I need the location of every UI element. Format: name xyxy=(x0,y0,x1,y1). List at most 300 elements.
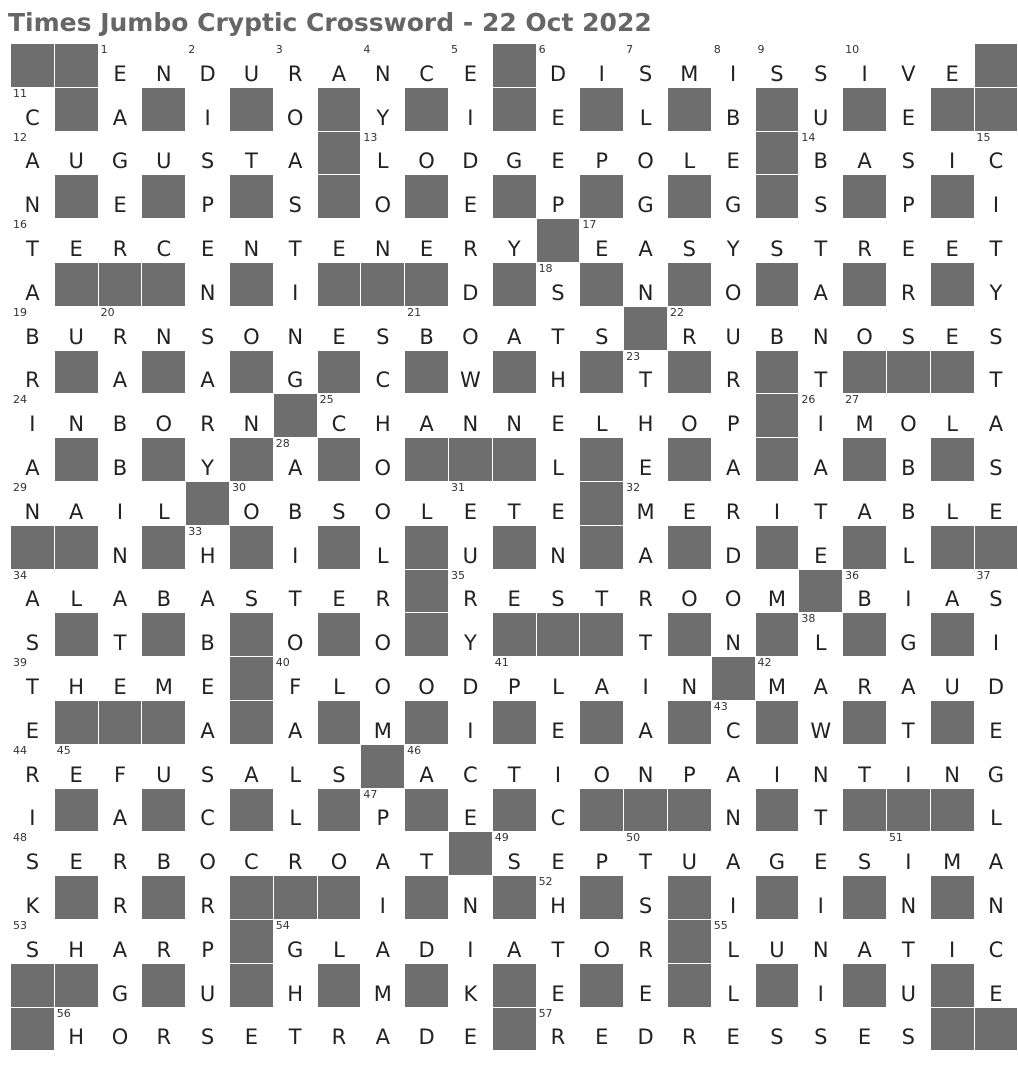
grid-cell[interactable] xyxy=(448,525,492,569)
grid-cell[interactable] xyxy=(886,438,930,482)
grid-cell[interactable] xyxy=(755,569,799,613)
grid-cell[interactable] xyxy=(361,306,405,350)
grid-cell[interactable] xyxy=(317,1007,361,1051)
grid-cell[interactable] xyxy=(886,700,930,744)
grid-cell[interactable] xyxy=(11,788,55,832)
grid-cell[interactable] xyxy=(186,44,230,88)
grid-cell[interactable] xyxy=(536,788,580,832)
grid-cell[interactable] xyxy=(755,306,799,350)
grid-cell[interactable] xyxy=(98,175,142,219)
grid-cell[interactable] xyxy=(273,87,317,131)
grid-cell[interactable] xyxy=(799,963,843,1007)
grid-cell[interactable] xyxy=(405,1007,449,1051)
grid-cell[interactable] xyxy=(186,394,230,438)
grid-cell[interactable] xyxy=(98,919,142,963)
grid-cell[interactable] xyxy=(11,744,55,788)
grid-cell[interactable] xyxy=(448,613,492,657)
grid-cell[interactable] xyxy=(843,569,887,613)
crossword-grid[interactable] xyxy=(10,43,1018,1051)
grid-cell[interactable] xyxy=(930,394,974,438)
grid-cell[interactable] xyxy=(186,657,230,701)
grid-cell[interactable] xyxy=(405,657,449,701)
grid-cell[interactable] xyxy=(361,788,405,832)
grid-cell[interactable] xyxy=(405,219,449,263)
grid-cell[interactable] xyxy=(317,481,361,525)
grid-cell[interactable] xyxy=(229,569,273,613)
grid-cell[interactable] xyxy=(448,919,492,963)
grid-cell[interactable] xyxy=(361,438,405,482)
grid-cell[interactable] xyxy=(11,613,55,657)
grid-cell[interactable] xyxy=(886,876,930,920)
grid-cell[interactable] xyxy=(273,481,317,525)
grid-cell[interactable] xyxy=(361,700,405,744)
grid-cell[interactable] xyxy=(54,131,98,175)
grid-cell[interactable] xyxy=(448,963,492,1007)
grid-cell[interactable] xyxy=(11,306,55,350)
grid-cell[interactable] xyxy=(711,44,755,88)
grid-cell[interactable] xyxy=(755,832,799,876)
grid-cell[interactable] xyxy=(98,394,142,438)
grid-cell[interactable] xyxy=(886,306,930,350)
grid-cell[interactable] xyxy=(974,657,1018,701)
grid-cell[interactable] xyxy=(273,350,317,394)
grid-cell[interactable] xyxy=(886,1007,930,1051)
grid-cell[interactable] xyxy=(448,657,492,701)
grid-cell[interactable] xyxy=(667,481,711,525)
grid-cell[interactable] xyxy=(799,175,843,219)
grid-cell[interactable] xyxy=(974,613,1018,657)
grid-cell[interactable] xyxy=(799,350,843,394)
grid-cell[interactable] xyxy=(492,219,536,263)
grid-cell[interactable] xyxy=(142,1007,186,1051)
grid-cell[interactable] xyxy=(624,44,668,88)
grid-cell[interactable] xyxy=(98,1007,142,1051)
grid-cell[interactable] xyxy=(361,525,405,569)
grid-cell[interactable] xyxy=(273,744,317,788)
grid-cell[interactable] xyxy=(536,744,580,788)
grid-cell[interactable] xyxy=(536,350,580,394)
grid-cell[interactable] xyxy=(448,219,492,263)
grid-cell[interactable] xyxy=(580,744,624,788)
grid-cell[interactable] xyxy=(974,744,1018,788)
grid-cell[interactable] xyxy=(361,919,405,963)
grid-cell[interactable] xyxy=(799,481,843,525)
grid-cell[interactable] xyxy=(186,1007,230,1051)
grid-cell[interactable] xyxy=(624,700,668,744)
grid-cell[interactable] xyxy=(580,131,624,175)
grid-cell[interactable] xyxy=(711,525,755,569)
grid-cell[interactable] xyxy=(711,438,755,482)
grid-cell[interactable] xyxy=(667,306,711,350)
grid-cell[interactable] xyxy=(186,788,230,832)
grid-cell[interactable] xyxy=(273,306,317,350)
grid-cell[interactable] xyxy=(186,832,230,876)
grid-cell[interactable] xyxy=(843,919,887,963)
grid-cell[interactable] xyxy=(229,394,273,438)
grid-cell[interactable] xyxy=(755,219,799,263)
grid-cell[interactable] xyxy=(624,175,668,219)
grid-cell[interactable] xyxy=(273,175,317,219)
grid-cell[interactable] xyxy=(98,44,142,88)
grid-cell[interactable] xyxy=(886,569,930,613)
grid-cell[interactable] xyxy=(799,394,843,438)
grid-cell[interactable] xyxy=(536,131,580,175)
grid-cell[interactable] xyxy=(361,219,405,263)
grid-cell[interactable] xyxy=(142,131,186,175)
grid-cell[interactable] xyxy=(974,394,1018,438)
grid-cell[interactable] xyxy=(930,919,974,963)
grid-cell[interactable] xyxy=(536,700,580,744)
grid-cell[interactable] xyxy=(142,44,186,88)
grid-cell[interactable] xyxy=(974,219,1018,263)
grid-cell[interactable] xyxy=(974,832,1018,876)
grid-cell[interactable] xyxy=(186,438,230,482)
grid-cell[interactable] xyxy=(624,481,668,525)
grid-cell[interactable] xyxy=(624,394,668,438)
grid-cell[interactable] xyxy=(930,131,974,175)
grid-cell[interactable] xyxy=(492,919,536,963)
grid-cell[interactable] xyxy=(624,657,668,701)
grid-cell[interactable] xyxy=(799,876,843,920)
grid-cell[interactable] xyxy=(492,481,536,525)
grid-cell[interactable] xyxy=(273,1007,317,1051)
grid-cell[interactable] xyxy=(361,832,405,876)
grid-cell[interactable] xyxy=(186,700,230,744)
grid-cell[interactable] xyxy=(448,1007,492,1051)
grid-cell[interactable] xyxy=(186,919,230,963)
grid-cell[interactable] xyxy=(799,219,843,263)
grid-cell[interactable] xyxy=(448,262,492,306)
grid-cell[interactable] xyxy=(361,394,405,438)
grid-cell[interactable] xyxy=(536,919,580,963)
grid-cell[interactable] xyxy=(317,657,361,701)
grid-cell[interactable] xyxy=(98,569,142,613)
grid-cell[interactable] xyxy=(492,657,536,701)
grid-cell[interactable] xyxy=(186,350,230,394)
grid-cell[interactable] xyxy=(273,569,317,613)
grid-cell[interactable] xyxy=(98,131,142,175)
grid-cell[interactable] xyxy=(667,657,711,701)
grid-cell[interactable] xyxy=(273,613,317,657)
grid-cell[interactable] xyxy=(273,657,317,701)
grid-cell[interactable] xyxy=(624,613,668,657)
grid-cell[interactable] xyxy=(799,87,843,131)
grid-cell[interactable] xyxy=(273,219,317,263)
grid-cell[interactable] xyxy=(98,613,142,657)
grid-cell[interactable] xyxy=(843,131,887,175)
grid-cell[interactable] xyxy=(11,481,55,525)
grid-cell[interactable] xyxy=(580,44,624,88)
grid-cell[interactable] xyxy=(317,219,361,263)
grid-cell[interactable] xyxy=(974,131,1018,175)
grid-cell[interactable] xyxy=(536,394,580,438)
grid-cell[interactable] xyxy=(886,525,930,569)
grid-cell[interactable] xyxy=(843,744,887,788)
grid-cell[interactable] xyxy=(448,350,492,394)
grid-cell[interactable] xyxy=(11,175,55,219)
grid-cell[interactable] xyxy=(273,788,317,832)
grid-cell[interactable] xyxy=(667,1007,711,1051)
grid-cell[interactable] xyxy=(448,175,492,219)
grid-cell[interactable] xyxy=(229,1007,273,1051)
grid-cell[interactable] xyxy=(799,700,843,744)
grid-cell[interactable] xyxy=(536,438,580,482)
grid-cell[interactable] xyxy=(799,262,843,306)
grid-cell[interactable] xyxy=(142,394,186,438)
grid-cell[interactable] xyxy=(711,87,755,131)
grid-cell[interactable] xyxy=(361,963,405,1007)
grid-cell[interactable] xyxy=(317,394,361,438)
grid-cell[interactable] xyxy=(930,744,974,788)
grid-cell[interactable] xyxy=(54,394,98,438)
grid-cell[interactable] xyxy=(98,87,142,131)
grid-cell[interactable] xyxy=(536,832,580,876)
grid-cell[interactable] xyxy=(711,1007,755,1051)
grid-cell[interactable] xyxy=(405,481,449,525)
grid-cell[interactable] xyxy=(361,1007,405,1051)
grid-cell[interactable] xyxy=(11,350,55,394)
grid-cell[interactable] xyxy=(536,1007,580,1051)
grid-cell[interactable] xyxy=(624,832,668,876)
grid-cell[interactable] xyxy=(448,569,492,613)
grid-cell[interactable] xyxy=(711,832,755,876)
grid-cell[interactable] xyxy=(536,87,580,131)
grid-cell[interactable] xyxy=(142,219,186,263)
grid-cell[interactable] xyxy=(186,131,230,175)
grid-cell[interactable] xyxy=(98,438,142,482)
grid-cell[interactable] xyxy=(186,963,230,1007)
grid-cell[interactable] xyxy=(667,219,711,263)
grid-cell[interactable] xyxy=(624,963,668,1007)
grid-cell[interactable] xyxy=(54,219,98,263)
grid-cell[interactable] xyxy=(142,657,186,701)
grid-cell[interactable] xyxy=(667,394,711,438)
grid-cell[interactable] xyxy=(711,175,755,219)
grid-cell[interactable] xyxy=(930,832,974,876)
grid-cell[interactable] xyxy=(273,963,317,1007)
grid-cell[interactable] xyxy=(843,1007,887,1051)
grid-cell[interactable] xyxy=(11,262,55,306)
grid-cell[interactable] xyxy=(711,394,755,438)
grid-cell[interactable] xyxy=(667,44,711,88)
grid-cell[interactable] xyxy=(11,219,55,263)
grid-cell[interactable] xyxy=(536,481,580,525)
grid-cell[interactable] xyxy=(405,44,449,88)
grid-cell[interactable] xyxy=(755,1007,799,1051)
grid-cell[interactable] xyxy=(711,350,755,394)
grid-cell[interactable] xyxy=(624,919,668,963)
grid-cell[interactable] xyxy=(580,1007,624,1051)
grid-cell[interactable] xyxy=(930,44,974,88)
grid-cell[interactable] xyxy=(54,569,98,613)
grid-cell[interactable] xyxy=(624,262,668,306)
grid-cell[interactable] xyxy=(317,44,361,88)
grid-cell[interactable] xyxy=(492,569,536,613)
grid-cell[interactable] xyxy=(98,788,142,832)
grid-cell[interactable] xyxy=(492,394,536,438)
grid-cell[interactable] xyxy=(974,438,1018,482)
grid-cell[interactable] xyxy=(580,569,624,613)
grid-cell[interactable] xyxy=(755,919,799,963)
grid-cell[interactable] xyxy=(11,438,55,482)
grid-cell[interactable] xyxy=(229,481,273,525)
grid-cell[interactable] xyxy=(974,350,1018,394)
grid-cell[interactable] xyxy=(755,44,799,88)
grid-cell[interactable] xyxy=(536,963,580,1007)
grid-cell[interactable] xyxy=(536,175,580,219)
grid-cell[interactable] xyxy=(54,919,98,963)
grid-cell[interactable] xyxy=(624,87,668,131)
grid-cell[interactable] xyxy=(974,963,1018,1007)
grid-cell[interactable] xyxy=(799,788,843,832)
grid-cell[interactable] xyxy=(405,832,449,876)
grid-cell[interactable] xyxy=(799,919,843,963)
grid-cell[interactable] xyxy=(974,700,1018,744)
grid-cell[interactable] xyxy=(142,832,186,876)
grid-cell[interactable] xyxy=(273,919,317,963)
grid-cell[interactable] xyxy=(624,744,668,788)
grid-cell[interactable] xyxy=(361,131,405,175)
grid-cell[interactable] xyxy=(317,306,361,350)
grid-cell[interactable] xyxy=(448,87,492,131)
grid-cell[interactable] xyxy=(711,481,755,525)
grid-cell[interactable] xyxy=(580,657,624,701)
grid-cell[interactable] xyxy=(799,131,843,175)
grid-cell[interactable] xyxy=(54,1007,98,1051)
grid-cell[interactable] xyxy=(624,350,668,394)
grid-cell[interactable] xyxy=(142,306,186,350)
grid-cell[interactable] xyxy=(361,87,405,131)
grid-cell[interactable] xyxy=(536,569,580,613)
grid-cell[interactable] xyxy=(317,919,361,963)
grid-cell[interactable] xyxy=(229,44,273,88)
grid-cell[interactable] xyxy=(405,131,449,175)
grid-cell[interactable] xyxy=(799,657,843,701)
grid-cell[interactable] xyxy=(11,657,55,701)
grid-cell[interactable] xyxy=(886,262,930,306)
grid-cell[interactable] xyxy=(711,700,755,744)
grid-cell[interactable] xyxy=(405,394,449,438)
grid-cell[interactable] xyxy=(273,700,317,744)
grid-cell[interactable] xyxy=(624,569,668,613)
grid-cell[interactable] xyxy=(755,744,799,788)
grid-cell[interactable] xyxy=(273,832,317,876)
grid-cell[interactable] xyxy=(799,832,843,876)
grid-cell[interactable] xyxy=(711,131,755,175)
grid-cell[interactable] xyxy=(54,744,98,788)
grid-cell[interactable] xyxy=(448,700,492,744)
grid-cell[interactable] xyxy=(186,262,230,306)
grid-cell[interactable] xyxy=(580,832,624,876)
grid-cell[interactable] xyxy=(886,744,930,788)
grid-cell[interactable] xyxy=(886,175,930,219)
grid-cell[interactable] xyxy=(624,438,668,482)
grid-cell[interactable] xyxy=(448,44,492,88)
grid-cell[interactable] xyxy=(886,131,930,175)
grid-cell[interactable] xyxy=(843,44,887,88)
grid-cell[interactable] xyxy=(54,306,98,350)
grid-cell[interactable] xyxy=(142,569,186,613)
grid-cell[interactable] xyxy=(273,131,317,175)
grid-cell[interactable] xyxy=(492,131,536,175)
grid-cell[interactable] xyxy=(361,657,405,701)
grid-cell[interactable] xyxy=(11,876,55,920)
grid-cell[interactable] xyxy=(98,832,142,876)
grid-cell[interactable] xyxy=(624,1007,668,1051)
grid-cell[interactable] xyxy=(11,394,55,438)
grid-cell[interactable] xyxy=(448,306,492,350)
grid-cell[interactable] xyxy=(799,1007,843,1051)
grid-cell[interactable] xyxy=(711,788,755,832)
grid-cell[interactable] xyxy=(711,306,755,350)
grid-cell[interactable] xyxy=(711,219,755,263)
grid-cell[interactable] xyxy=(711,569,755,613)
grid-cell[interactable] xyxy=(536,44,580,88)
grid-cell[interactable] xyxy=(799,744,843,788)
grid-cell[interactable] xyxy=(492,744,536,788)
grid-cell[interactable] xyxy=(142,744,186,788)
grid-cell[interactable] xyxy=(361,350,405,394)
grid-cell[interactable] xyxy=(361,44,405,88)
grid-cell[interactable] xyxy=(886,481,930,525)
grid-cell[interactable] xyxy=(711,613,755,657)
grid-cell[interactable] xyxy=(98,481,142,525)
grid-cell[interactable] xyxy=(930,219,974,263)
grid-cell[interactable] xyxy=(142,481,186,525)
grid-cell[interactable] xyxy=(361,569,405,613)
grid-cell[interactable] xyxy=(317,744,361,788)
grid-cell[interactable] xyxy=(11,569,55,613)
grid-cell[interactable] xyxy=(11,700,55,744)
grid-cell[interactable] xyxy=(54,481,98,525)
grid-cell[interactable] xyxy=(448,481,492,525)
grid-cell[interactable] xyxy=(886,219,930,263)
grid-cell[interactable] xyxy=(98,876,142,920)
grid-cell[interactable] xyxy=(799,525,843,569)
grid-cell[interactable] xyxy=(974,481,1018,525)
grid-cell[interactable] xyxy=(536,876,580,920)
grid-cell[interactable] xyxy=(229,832,273,876)
grid-cell[interactable] xyxy=(886,832,930,876)
grid-cell[interactable] xyxy=(186,175,230,219)
grid-cell[interactable] xyxy=(843,219,887,263)
grid-cell[interactable] xyxy=(974,788,1018,832)
grid-cell[interactable] xyxy=(799,44,843,88)
grid-cell[interactable] xyxy=(273,525,317,569)
grid-cell[interactable] xyxy=(624,876,668,920)
grid-cell[interactable] xyxy=(711,919,755,963)
grid-cell[interactable] xyxy=(580,306,624,350)
grid-cell[interactable] xyxy=(317,832,361,876)
grid-cell[interactable] xyxy=(886,919,930,963)
grid-cell[interactable] xyxy=(11,131,55,175)
grid-cell[interactable] xyxy=(186,219,230,263)
grid-cell[interactable] xyxy=(142,919,186,963)
grid-cell[interactable] xyxy=(886,613,930,657)
grid-cell[interactable] xyxy=(317,569,361,613)
grid-cell[interactable] xyxy=(536,262,580,306)
grid-cell[interactable] xyxy=(974,919,1018,963)
grid-cell[interactable] xyxy=(98,306,142,350)
grid-cell[interactable] xyxy=(186,306,230,350)
grid-cell[interactable] xyxy=(536,306,580,350)
grid-cell[interactable] xyxy=(886,394,930,438)
grid-cell[interactable] xyxy=(974,175,1018,219)
grid-cell[interactable] xyxy=(54,657,98,701)
grid-cell[interactable] xyxy=(843,394,887,438)
grid-cell[interactable] xyxy=(974,262,1018,306)
grid-cell[interactable] xyxy=(624,131,668,175)
